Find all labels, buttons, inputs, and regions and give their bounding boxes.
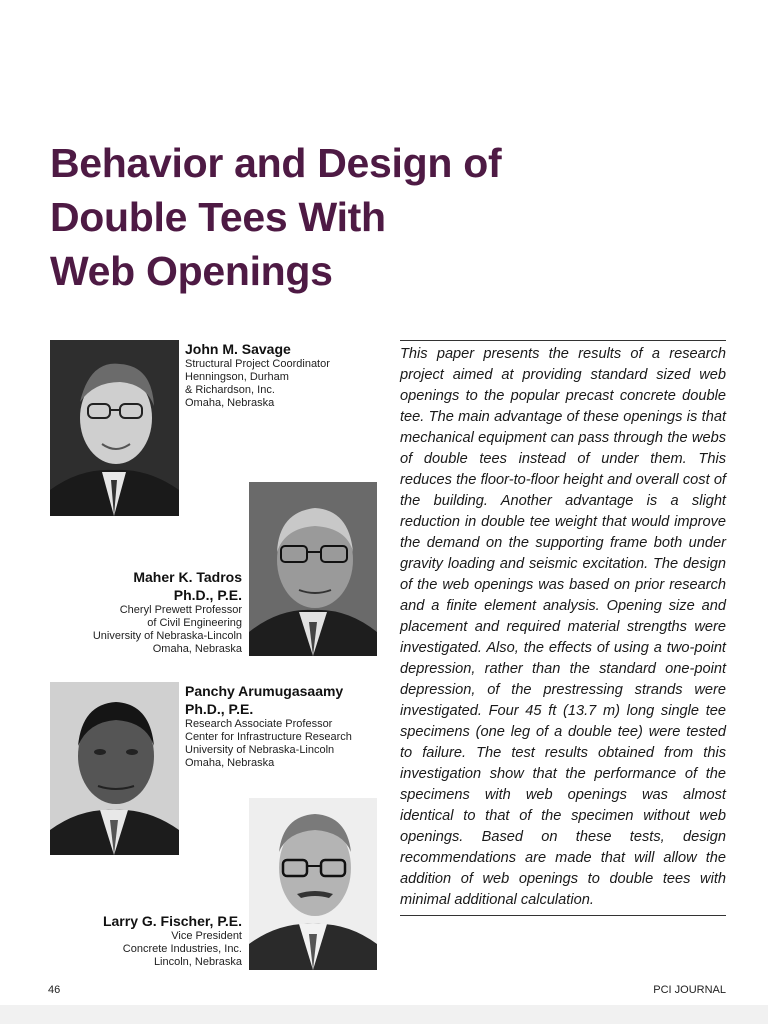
author-affiliation: Concrete Industries, Inc. (122, 943, 242, 955)
author-affiliation: & Richardson, Inc. (185, 384, 275, 396)
author-name: Maher K. Tadros (133, 569, 242, 585)
author-fischer (60, 912, 242, 969)
author-affiliation: Structural Project Coordinator (185, 358, 330, 370)
author-affiliation: Omaha, Nebraska (152, 643, 242, 655)
author-affiliation: Center for Infrastructure Research (185, 731, 352, 743)
author-affiliation: Henningson, Durham (185, 371, 289, 383)
author-affiliation: Omaha, Nebraska (185, 397, 275, 409)
author-affiliation: Omaha, Nebraska (185, 757, 275, 769)
paper-title (50, 136, 650, 298)
author-affiliation: of Civil Engineering (147, 617, 242, 629)
author-photo-tadros (249, 482, 377, 656)
author-tadros (60, 568, 242, 656)
author-savage (185, 340, 385, 410)
author-name: Larry G. Fischer, P.E. (102, 913, 242, 929)
author-arumugasaamy (185, 682, 390, 770)
title-line-3: Web Openings (50, 248, 333, 294)
page-number: 46 (48, 984, 61, 996)
journal-name: PCI JOURNAL (653, 984, 726, 996)
author-photo-fischer (249, 798, 377, 970)
author-degree: Ph.D., P.E. (173, 587, 242, 603)
author-affiliation: Research Associate Professor (185, 718, 333, 730)
author-affiliation: University of Nebraska-Lincoln (185, 744, 335, 756)
author-affiliation: Cheryl Prewett Professor (119, 604, 242, 616)
author-photo-savage (50, 340, 179, 516)
author-degree: Ph.D., P.E. (185, 701, 254, 717)
page-bottom-band (0, 1005, 768, 1024)
author-affiliation: Vice President (171, 930, 242, 942)
abstract-box (400, 340, 726, 916)
title-line-2: Double Tees With (50, 194, 386, 240)
author-affiliation: Lincoln, Nebraska (153, 956, 242, 968)
author-name: Panchy Arumugasaamy (185, 683, 344, 699)
author-affiliation: University of Nebraska-Lincoln (92, 630, 242, 642)
title-line-1: Behavior and Design of (50, 140, 502, 186)
author-name: John M. Savage (185, 341, 291, 357)
author-photo-arumugasaamy (50, 682, 179, 855)
abstract-text: This paper presents the results of a research project aimed at providing standard sized web openings to the popular precast concrete double tee. The main advantage of these openings is that mechanical equipment can pass through the webs of double tees instead of under them. This reduces the floor-to-floor height and overall cost of the building. Another advantage is a slight reduction in double tee weight that would improve the demand on the supporting frame both under gravity loading and seismic excitation. The design of the web openings was based on prior research and a finite element analysis. Opening size and placement and required material strengths were investigated. Also, the effects of using a two-point depression, rather than the standard one-point depression, of the prestressing strands were investigated. Four 45 ft (13.7 m) long single tee specimens (one leg of a double tee) were tested to failure. The test results obtained from this investigation show that the performance of the specimens with web openings was almost identical to that of the specimen without web openings. Based on these tests, design recommendations are made that will allow the addition of web openings to double tees with minimal additional calculation. (400, 346, 726, 908)
